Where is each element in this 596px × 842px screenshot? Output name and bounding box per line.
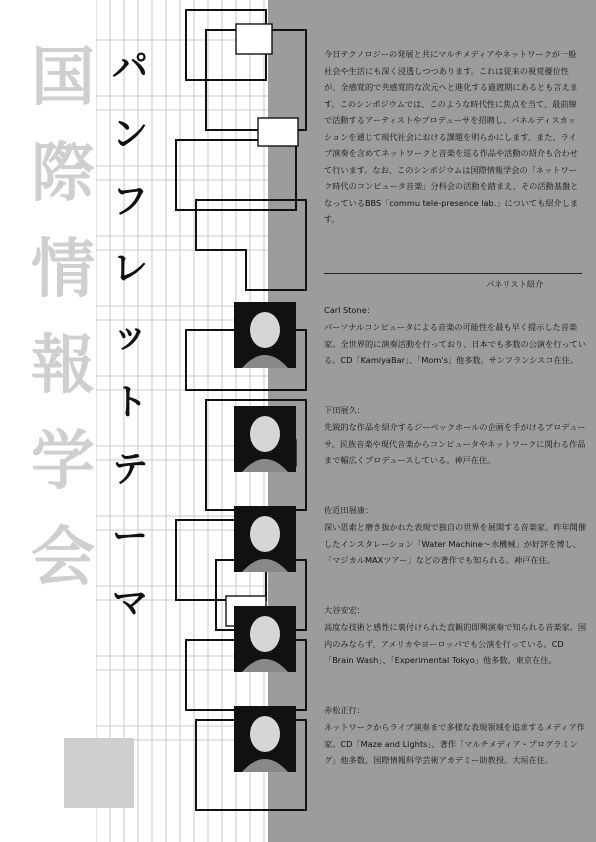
panelist-photo (234, 706, 296, 772)
panelist-description: 高度な技術と感性に裏付けられた直観的即興演奏で知られる音楽家。国内のみならず、アメリカやヨーロッパでも公演を行っている。CD「Brain Wash」、「Experimental Tokyo」他多数。東京在住。 (324, 622, 587, 665)
subtitle-char: マ (111, 583, 148, 624)
portrait-silhouette-icon (234, 606, 296, 672)
panelist-photo (234, 406, 296, 472)
panelist-name: 下田展久： (324, 405, 365, 415)
panelist-description: パーソナルコンピュータによる音楽の可能性を最も早く提示した音楽家。全世界的に演奏活動を行っており、日本でも多数の公演を行っている。CD「KamiyaBar」、「Mom's」他多数。サンフランシスコ在住。 (324, 322, 587, 365)
panelist-photo (234, 606, 296, 672)
portrait-silhouette-icon (234, 302, 296, 368)
panelist-description: ネットワークからライブ演奏まで多様な表現領域を追求するメディア作家。CD「Maze and Lights」、著作「マルチメディア・プログラミング」他多数。国際情報科学芸術アカデミー助教授。大垣在住。 (324, 722, 585, 765)
portrait-silhouette-icon (234, 506, 296, 572)
panelists-heading: パネリスト紹介 (486, 279, 544, 289)
title-char: 報 (31, 329, 95, 403)
subtitle-char: ッ (111, 315, 148, 356)
decorative-square (64, 738, 134, 808)
subtitle-char: ー (111, 516, 148, 557)
subtitle-char: フ (111, 181, 148, 222)
panelist-name: Carl Stone： (324, 305, 375, 315)
title-char: 際 (31, 137, 95, 211)
portrait-silhouette-icon (234, 706, 296, 772)
subtitle-char: ン (111, 114, 148, 155)
panelist-name: 佐近田展康： (324, 505, 374, 515)
section-divider (324, 273, 582, 274)
subtitle-char: ト (111, 382, 148, 423)
intro-paragraph: 今日テクノロジーの発展と共にマルチメディアやネットワークが一般社会や生活にも深く浸透しつつあります。これは従来の視覚優位性が、全感覚的で共感覚的な次元へと進化する過渡期にあるとも言えます。このシンポジウムでは、このような時代性に焦点を当て、最前線で活動するアーティストやプロデューサを招聘し、パネルディスカッションを通じて現代社会における課題を明らかにします。また、ライブ演奏を含めてネットワークと音楽を巡る作品や活動の紹介も合わせて行います。なお、このシンポジウムは国際情報学会の「ネットワーク時代のコンピュータ音楽」分科会の活動を踏まえ、その活動基盤となっているBBS「commu tele-presence lab.」についても紹介します。 (324, 49, 579, 224)
panelist-name: 赤松正行： (324, 705, 365, 715)
subtitle-char: テ (111, 449, 148, 490)
title-char: 情 (31, 233, 95, 307)
title-char: 会 (31, 521, 95, 595)
portrait-silhouette-icon (234, 406, 296, 472)
panelist-description: 先鋭的な作品を紹介するジーベックホールの企画を手がけるプロデューサ。民族音楽や現代音楽からコンピュータやネットワークに関わる作品まで幅広くプロデュースしている。神戸在住。 (324, 422, 586, 465)
panelist-photo (234, 302, 296, 368)
subtitle-char: パ (111, 47, 148, 88)
vertical-subtitle (104, 34, 156, 637)
panelist-photo (234, 506, 296, 572)
title-char: 学 (31, 425, 95, 499)
vertical-title-society (28, 30, 98, 810)
subtitle-char: レ (111, 248, 148, 289)
panelist-name: 大谷安宏： (324, 605, 365, 615)
title-char: 国 (31, 41, 95, 115)
panelist-description: 深い思索と磨き抜かれた表現で独自の世界を展開する音楽家。昨年開催したインスタレーション「Water Machine〜水機械」が好評を博し、「マジカルMAXツアー」などの著作でも知られる。神戸在住。 (324, 522, 587, 565)
